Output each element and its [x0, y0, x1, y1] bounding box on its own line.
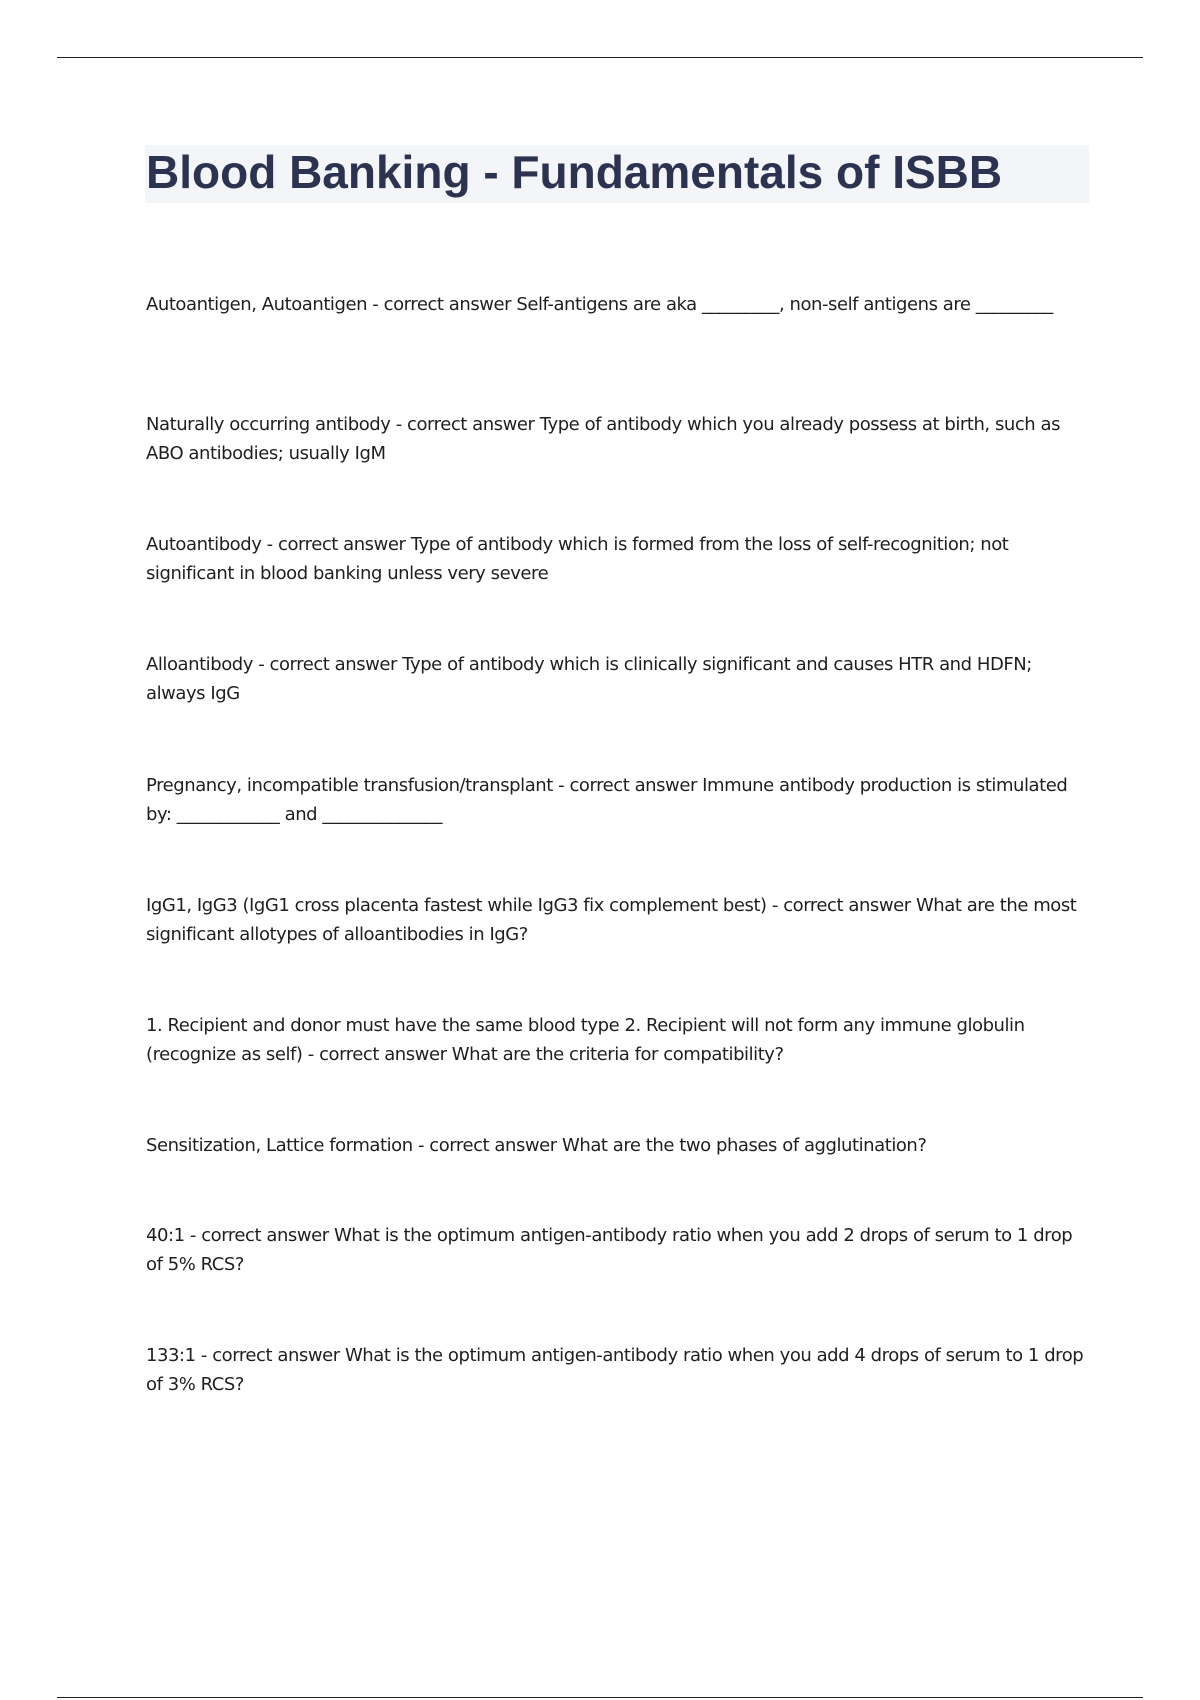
- document-title: Blood Banking - Fundamentals of ISBB: [146, 146, 1003, 198]
- flashcard-entry: Alloantibody - correct answer Type of antibody which is clinically significant and causes HTR and HDFN; always IgG: [146, 654, 1032, 704]
- flashcard-entry: Sensitization, Lattice formation - correct answer What are the two phases of agglutination?: [146, 1135, 927, 1156]
- flashcard-entry: Naturally occurring antibody - correct answer Type of antibody which you already possess at birth, such as ABO antibodies; usually IgM: [146, 414, 1061, 464]
- top-rule: [57, 57, 1143, 58]
- bottom-rule: [57, 1697, 1143, 1698]
- flashcard-entry: IgG1, IgG3 (IgG1 cross placenta fastest while IgG3 fix complement best) - correct answer What are the most significant allotypes of alloantibodies in IgG?: [146, 895, 1077, 945]
- flashcard-entry: Autoantigen, Autoantigen - correct answer Self-antigens are aka _________, non-self antigens are _________: [146, 294, 1053, 315]
- flashcard-entry: Pregnancy, incompatible transfusion/transplant - correct answer Immune antibody production is stimulated by: ____________ and ______________: [146, 775, 1068, 825]
- flashcard-entry: 40:1 - correct answer What is the optimum antigen-antibody ratio when you add 2 drops of serum to 1 drop of 5% RCS?: [146, 1225, 1073, 1275]
- flashcard-entry: Autoantibody - correct answer Type of antibody which is formed from the loss of self-recognition; not significant in blood banking unless very severe: [146, 534, 1009, 584]
- flashcard-entry: 1. Recipient and donor must have the same blood type 2. Recipient will not form any immune globulin (recognize as self) - correct answer What are the criteria for compatibility?: [146, 1015, 1025, 1065]
- flashcard-entry: 133:1 - correct answer What is the optimum antigen-antibody ratio when you add 4 drops of serum to 1 drop of 3% RCS?: [146, 1345, 1084, 1395]
